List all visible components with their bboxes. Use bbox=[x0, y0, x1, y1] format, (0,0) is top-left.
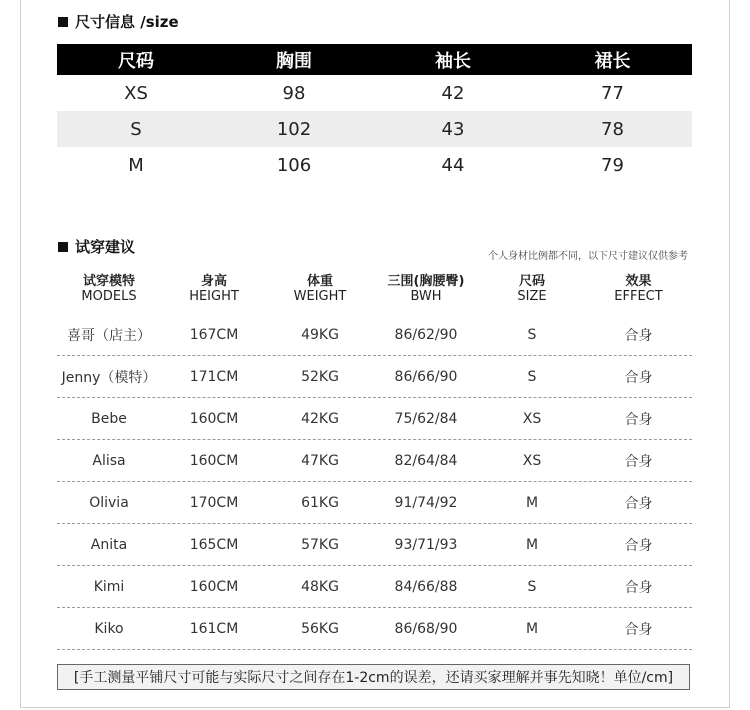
effect-cell: 合身 bbox=[624, 579, 653, 596]
fit-table-header bbox=[57, 274, 692, 314]
effect-cell: 合身 bbox=[624, 327, 653, 344]
table-row bbox=[57, 440, 692, 482]
height-cell: 160CM bbox=[189, 578, 239, 595]
size-cell: S bbox=[527, 326, 537, 343]
model-cell: Olivia bbox=[89, 494, 129, 511]
height-cell: 161CM bbox=[189, 620, 239, 637]
skirt-length-cell: 78 bbox=[601, 118, 624, 140]
model-cell: Kiko bbox=[94, 620, 124, 637]
size-cell: XS bbox=[522, 452, 542, 469]
weight-cell: 52KG bbox=[301, 368, 339, 385]
size-section-title-text: 尺寸信息 /size bbox=[75, 13, 179, 31]
fit-table bbox=[57, 274, 692, 650]
bust-cell: 98 bbox=[282, 82, 306, 104]
weight-cell: 61KG bbox=[301, 494, 339, 511]
header-weight: 体重 WEIGHT bbox=[293, 274, 347, 304]
header-sleeve: 袖长 bbox=[435, 50, 471, 72]
size-table bbox=[57, 44, 692, 183]
height-cell: 167CM bbox=[189, 326, 239, 343]
effect-cell: 合身 bbox=[624, 537, 653, 554]
header-bust: 胸围 bbox=[276, 50, 312, 72]
weight-cell: 57KG bbox=[301, 536, 339, 553]
sleeve-cell: 42 bbox=[441, 82, 465, 104]
effect-cell: 合身 bbox=[624, 369, 653, 386]
square-bullet-icon bbox=[58, 17, 68, 27]
weight-cell: 42KG bbox=[301, 410, 339, 427]
size-cell: S bbox=[527, 368, 537, 385]
header-size: 尺码 bbox=[118, 50, 154, 72]
effect-cell: 合身 bbox=[624, 621, 653, 638]
table-row bbox=[57, 314, 692, 356]
size-cell: M bbox=[128, 154, 144, 176]
model-cell: 喜哥（店主） bbox=[67, 327, 151, 344]
size-row-s bbox=[57, 111, 692, 147]
model-cell: Kimi bbox=[93, 578, 125, 595]
header-bwh: 三围(胸腰臀) BWH bbox=[387, 274, 465, 304]
size-cell: M bbox=[525, 620, 539, 637]
table-row bbox=[57, 566, 692, 608]
bwh-cell: 86/66/90 bbox=[394, 368, 458, 385]
size-cell: XS bbox=[124, 82, 148, 104]
header-height: 身高 HEIGHT bbox=[189, 274, 239, 304]
bust-cell: 106 bbox=[276, 154, 312, 176]
fit-note: 个人身材比例都不同，以下尺寸建议仅供参考 bbox=[488, 251, 688, 262]
effect-cell: 合身 bbox=[624, 453, 653, 470]
bwh-cell: 91/74/92 bbox=[394, 494, 458, 511]
height-cell: 160CM bbox=[189, 410, 239, 427]
bwh-cell: 86/62/90 bbox=[394, 326, 458, 343]
weight-cell: 49KG bbox=[301, 326, 339, 343]
model-cell: Anita bbox=[90, 536, 128, 553]
fit-section-title bbox=[58, 236, 135, 257]
bwh-cell: 86/68/90 bbox=[394, 620, 458, 637]
size-cell: S bbox=[130, 118, 142, 140]
bwh-cell: 82/64/84 bbox=[394, 452, 458, 469]
bust-cell: 102 bbox=[276, 118, 312, 140]
table-row bbox=[57, 398, 692, 440]
height-cell: 170CM bbox=[189, 494, 239, 511]
header-effect: 效果 EFFECT bbox=[614, 274, 663, 304]
size-cell: M bbox=[525, 536, 539, 553]
model-cell: Bebe bbox=[91, 410, 127, 427]
sleeve-cell: 43 bbox=[441, 118, 465, 140]
size-cell: S bbox=[527, 578, 537, 595]
size-row-xs bbox=[57, 75, 692, 111]
table-row bbox=[57, 482, 692, 524]
header-size: 尺码 SIZE bbox=[517, 274, 547, 304]
table-row bbox=[57, 356, 692, 398]
skirt-length-cell: 79 bbox=[601, 154, 624, 176]
fit-section-title-text: 试穿建议 bbox=[75, 238, 136, 256]
weight-cell: 48KG bbox=[301, 578, 339, 595]
table-row bbox=[57, 608, 692, 650]
height-cell: 171CM bbox=[189, 368, 239, 385]
bwh-cell: 93/71/93 bbox=[394, 536, 458, 553]
model-cell: Jenny（模特） bbox=[61, 369, 157, 386]
size-table-header bbox=[57, 44, 692, 75]
header-models: 试穿模特 MODELS bbox=[81, 274, 137, 304]
skirt-length-cell: 77 bbox=[601, 82, 624, 104]
header-skirt-length: 裙长 bbox=[594, 50, 631, 72]
height-cell: 160CM bbox=[189, 452, 239, 469]
size-cell: XS bbox=[522, 410, 542, 427]
bwh-cell: 75/62/84 bbox=[394, 410, 458, 427]
measurement-disclaimer: [手工测量平铺尺寸可能与实际尺寸之间存在1-2cm的误差，还请买家理解并事先知晓！单位/cm] bbox=[57, 664, 690, 690]
square-bullet-icon bbox=[58, 242, 68, 252]
sleeve-cell: 44 bbox=[441, 154, 465, 176]
bwh-cell: 84/66/88 bbox=[394, 578, 458, 595]
size-section-title bbox=[58, 11, 179, 32]
effect-cell: 合身 bbox=[624, 411, 653, 428]
size-row-m bbox=[57, 147, 692, 183]
weight-cell: 56KG bbox=[301, 620, 339, 637]
model-cell: Alisa bbox=[92, 452, 126, 469]
size-cell: M bbox=[525, 494, 539, 511]
table-row bbox=[57, 524, 692, 566]
height-cell: 165CM bbox=[189, 536, 239, 553]
weight-cell: 47KG bbox=[301, 452, 339, 469]
effect-cell: 合身 bbox=[624, 495, 653, 512]
